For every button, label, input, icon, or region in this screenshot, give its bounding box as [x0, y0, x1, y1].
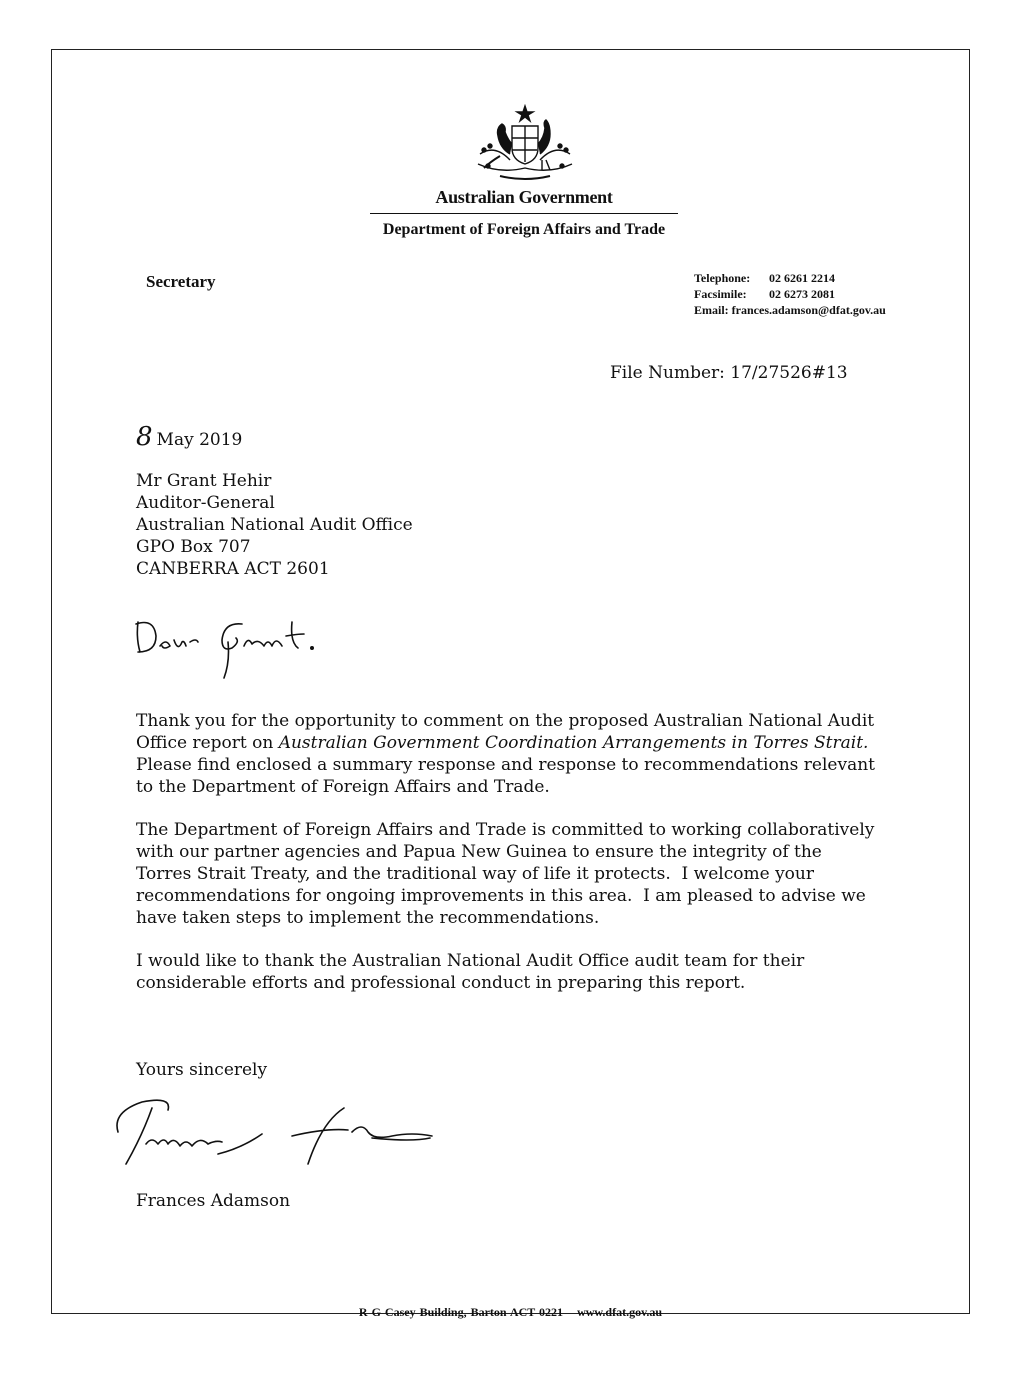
signature	[112, 1092, 442, 1172]
address-line: GPO Box 707	[136, 537, 251, 557]
paragraph-3: I would like to thank the Australian National Audit Office audit team for their considerable efforts and professional conduct in preparing this report.	[136, 951, 805, 993]
telephone-label: Telephone:	[694, 271, 751, 285]
paragraph-1	[136, 710, 881, 798]
footer-website: www.dfat.gov.au	[577, 1305, 663, 1319]
address-line: Australian National Audit Office	[136, 515, 413, 535]
date-month-year: May 2019	[156, 430, 243, 450]
report-title: Australian Government Coordination Arrangements in Torres Strait.	[278, 733, 869, 753]
email-line	[694, 302, 886, 318]
closing: Yours sincerely	[136, 1060, 268, 1080]
address-line: Auditor-General	[136, 493, 275, 513]
paragraph-1-text: Thank you for the opportunity to comment on the proposed Australian National Audit Office report on	[136, 711, 875, 753]
facsimile-label: Facsimile:	[694, 287, 747, 301]
telephone-value: 02 6261 2214	[769, 271, 835, 285]
footer	[51, 1305, 970, 1320]
letter-date	[136, 422, 243, 452]
date-day-handwritten: 8	[136, 422, 153, 452]
file-number: File Number: 17/27526#13	[610, 363, 848, 383]
government-title: Australian Government	[435, 187, 613, 207]
email-value: frances.adamson@dfat.gov.au	[731, 303, 886, 317]
address-line: CANBERRA ACT 2601	[136, 559, 330, 579]
address-line: Mr Grant Hehir	[136, 471, 272, 491]
letterhead-divider	[370, 213, 678, 214]
coat-of-arms-icon	[470, 104, 580, 184]
email-label: Email:	[694, 303, 729, 317]
sender-role: Secretary	[146, 272, 216, 291]
department-title: Department of Foreign Affairs and Trade	[382, 221, 666, 238]
contact-block	[694, 270, 886, 318]
recipient-address	[136, 470, 413, 580]
handwritten-salutation	[132, 612, 332, 682]
footer-address: R G Casey Building, Barton ACT 0221	[358, 1305, 564, 1319]
telephone-line	[694, 270, 886, 286]
paragraph-1-text-end: Please find enclosed a summary response and response to recommendations relevant to the Department of Foreign Affairs and Trade.	[136, 733, 881, 797]
facsimile-value: 02 6273 2081	[769, 287, 835, 301]
signer-name: Frances Adamson	[136, 1191, 291, 1211]
facsimile-line	[694, 286, 886, 302]
paragraph-2: The Department of Foreign Affairs and Trade is committed to working collaboratively with our partner agencies and Papua New Guinea to ensure the integrity of the Torres Strait Treaty, and the traditional way of life it protects. I welcome your recommendations for ongoing improvements in this area. I am pleased to advise we have taken steps to implement the recommendations.	[136, 820, 880, 928]
